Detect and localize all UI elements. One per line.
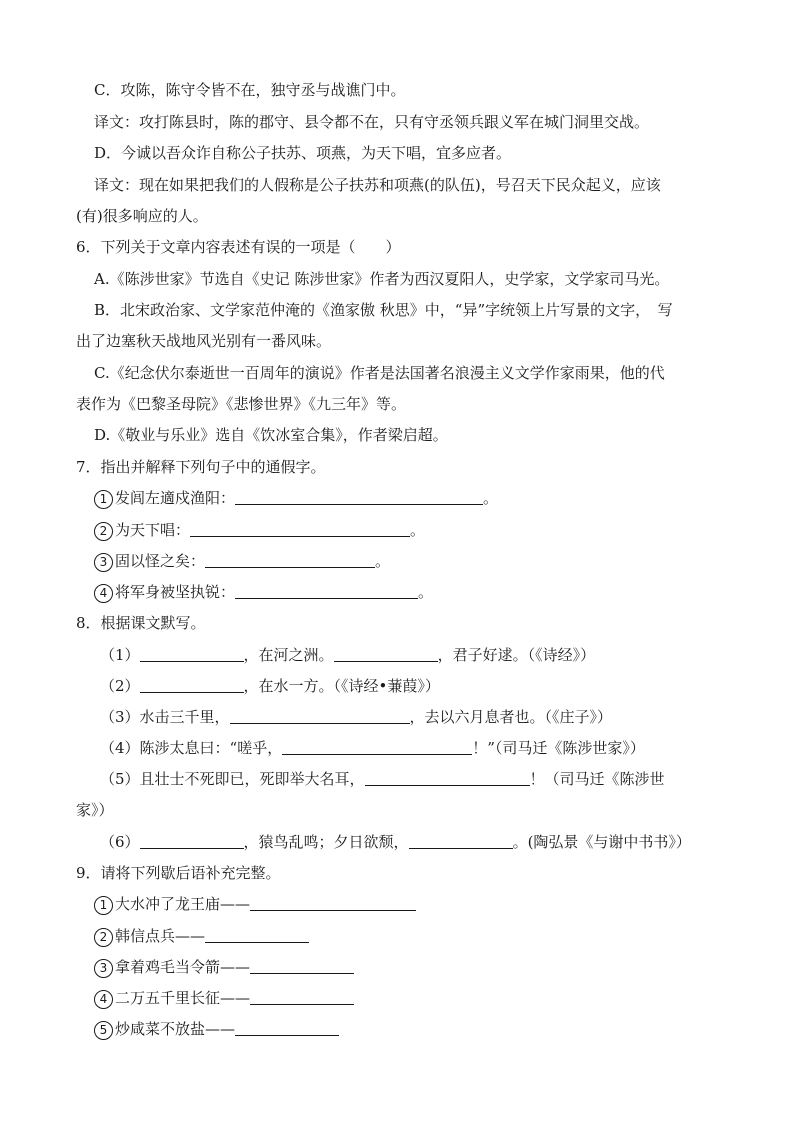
answer-blank[interactable] xyxy=(409,832,513,849)
q8-line-5-cont: 家》） xyxy=(76,801,114,819)
q7-item-text: 为天下唱： xyxy=(115,521,191,539)
q7-item-2 xyxy=(94,518,714,542)
verse-text: ，去以六月息者也。（《庄子》） xyxy=(409,708,613,726)
q9-item-3 xyxy=(94,955,714,979)
q7-item-text: 发闾左適戍渔阳： xyxy=(115,489,236,507)
verse-text: ！”（司马迁《陈涉世家》） xyxy=(472,739,645,757)
circled-number: 4 xyxy=(94,990,113,1009)
q5-option-d-translation-cont: (有)很多响应的人。 xyxy=(76,207,208,225)
answer-blank[interactable] xyxy=(365,769,530,786)
answer-blank[interactable] xyxy=(235,488,483,505)
item-number: （2） xyxy=(100,677,140,695)
answer-blank[interactable] xyxy=(140,645,244,662)
q8-line-1 xyxy=(100,643,714,667)
circled-number: 4 xyxy=(94,584,113,603)
answer-blank[interactable] xyxy=(250,894,416,911)
answer-blank[interactable] xyxy=(140,676,244,693)
circled-number: 2 xyxy=(94,522,113,541)
q8-line-2 xyxy=(100,674,714,698)
circled-number: 5 xyxy=(94,1021,113,1040)
circled-number: 1 xyxy=(94,896,113,915)
q5-option-d: D．今诚以吾众诈自称公子扶苏、项燕，为天下唱，宜多应者。 xyxy=(94,144,512,162)
q7-item-4 xyxy=(94,580,714,604)
answer-blank[interactable] xyxy=(140,832,244,849)
answer-blank[interactable] xyxy=(190,520,410,537)
q6-option-b: B．北宋政治家、文学家范仲淹的《渔家傲 秋思》中，“异”字统领上片写景的文字， 写 xyxy=(94,301,673,319)
verse-text: 。(陶弘景《与谢中书书》） xyxy=(512,833,691,851)
q7-item-3 xyxy=(94,549,714,573)
q8-line-6 xyxy=(100,830,714,854)
answer-blank[interactable] xyxy=(205,551,375,568)
verse-text: ，在水一方。（《诗经•蒹葭》） xyxy=(243,677,440,695)
q7-item-end: 。 xyxy=(375,552,391,570)
q9-item-4 xyxy=(94,986,714,1010)
q6-option-c: C.《纪念伏尔泰逝世一百周年的演说》作者是法国著名浪漫主义文学作家雨果，他的代 xyxy=(94,364,665,382)
verse-text: ！（司马迁《陈涉世 xyxy=(529,770,665,788)
circled-number: 3 xyxy=(94,553,113,572)
q7-item-1 xyxy=(94,486,714,510)
q8-stem: 8．根据课文默写。 xyxy=(76,614,206,632)
q9-item-text: 二万五千里长征—— xyxy=(115,989,251,1007)
q6-stem: 6．下列关于文章内容表述有误的一项是（ ） xyxy=(76,238,401,256)
q7-item-text: 固以怪之矣： xyxy=(115,552,206,570)
q8-line-4 xyxy=(100,736,714,760)
q9-item-text: 大水冲了龙王庙—— xyxy=(115,895,251,913)
q7-item-end: 。 xyxy=(483,489,499,507)
q8-line-5 xyxy=(100,767,714,791)
q8-line-3 xyxy=(100,705,714,729)
q6-option-d: D.《敬业与乐业》选自《饮冰室合集》，作者梁启超。 xyxy=(94,426,448,444)
verse-text: ，在河之洲。 xyxy=(243,646,334,664)
q7-item-text: 将军身被坚执锐： xyxy=(115,583,236,601)
circled-number: 1 xyxy=(94,490,113,509)
q7-stem: 7．指出并解释下列句子中的通假字。 xyxy=(76,458,326,476)
verse-text: ，猿鸟乱鸣；夕日欲颓， xyxy=(243,833,409,851)
answer-blank[interactable] xyxy=(334,645,438,662)
answer-blank[interactable] xyxy=(235,1019,339,1036)
q9-item-1 xyxy=(94,892,714,916)
q9-stem: 9．请将下列歇后语补充完整。 xyxy=(76,864,281,882)
q9-item-5 xyxy=(94,1017,714,1041)
answer-blank[interactable] xyxy=(250,957,354,974)
verse-text: （4）陈涉太息曰：“嗟乎， xyxy=(100,739,283,757)
q9-item-text: 炒咸菜不放盐—— xyxy=(115,1020,236,1038)
verse-text: （3）水击三千里， xyxy=(100,708,230,726)
q9-item-2 xyxy=(94,924,714,948)
q7-item-end: 。 xyxy=(418,583,434,601)
answer-blank[interactable] xyxy=(205,926,309,943)
answer-blank[interactable] xyxy=(230,707,410,724)
q9-item-text: 拿着鸡毛当令箭—— xyxy=(115,958,251,976)
q9-item-text: 韩信点兵—— xyxy=(115,927,206,945)
q6-option-a: A.《陈涉世家》节选自《史记 陈涉世家》作者为西汉夏阳人，史学家，文学家司马光。 xyxy=(94,270,670,288)
q5-option-d-translation: 译文：现在如果把我们的人假称是公子扶苏和项燕(的队伍)，号召天下民众起义，应该 xyxy=(94,176,661,194)
q5-option-c-translation: 译文：攻打陈县时，陈的郡守、县令都不在，只有守丞领兵跟义军在城门洞里交战。 xyxy=(94,113,650,131)
answer-blank[interactable] xyxy=(250,988,354,1005)
item-number: （1） xyxy=(100,646,140,664)
answer-blank[interactable] xyxy=(282,738,472,755)
answer-blank[interactable] xyxy=(235,582,418,599)
circled-number: 2 xyxy=(94,928,113,947)
q5-option-c: C．攻陈，陈守令皆不在，独守丞与战谯门中。 xyxy=(94,81,406,99)
q6-option-b-cont: 出了边塞秋天战地风光别有一番风味。 xyxy=(76,332,332,350)
circled-number: 3 xyxy=(94,959,113,978)
q7-item-end: 。 xyxy=(410,521,426,539)
item-number: （6） xyxy=(100,833,140,851)
verse-text: ，君子好逑。（《诗经》） xyxy=(437,646,596,664)
verse-text: （5）且壮士不死即已，死即举大名耳， xyxy=(100,770,365,788)
q6-option-c-cont: 表作为《巴黎圣母院》《悲惨世界》《九三年》等。 xyxy=(76,395,407,413)
